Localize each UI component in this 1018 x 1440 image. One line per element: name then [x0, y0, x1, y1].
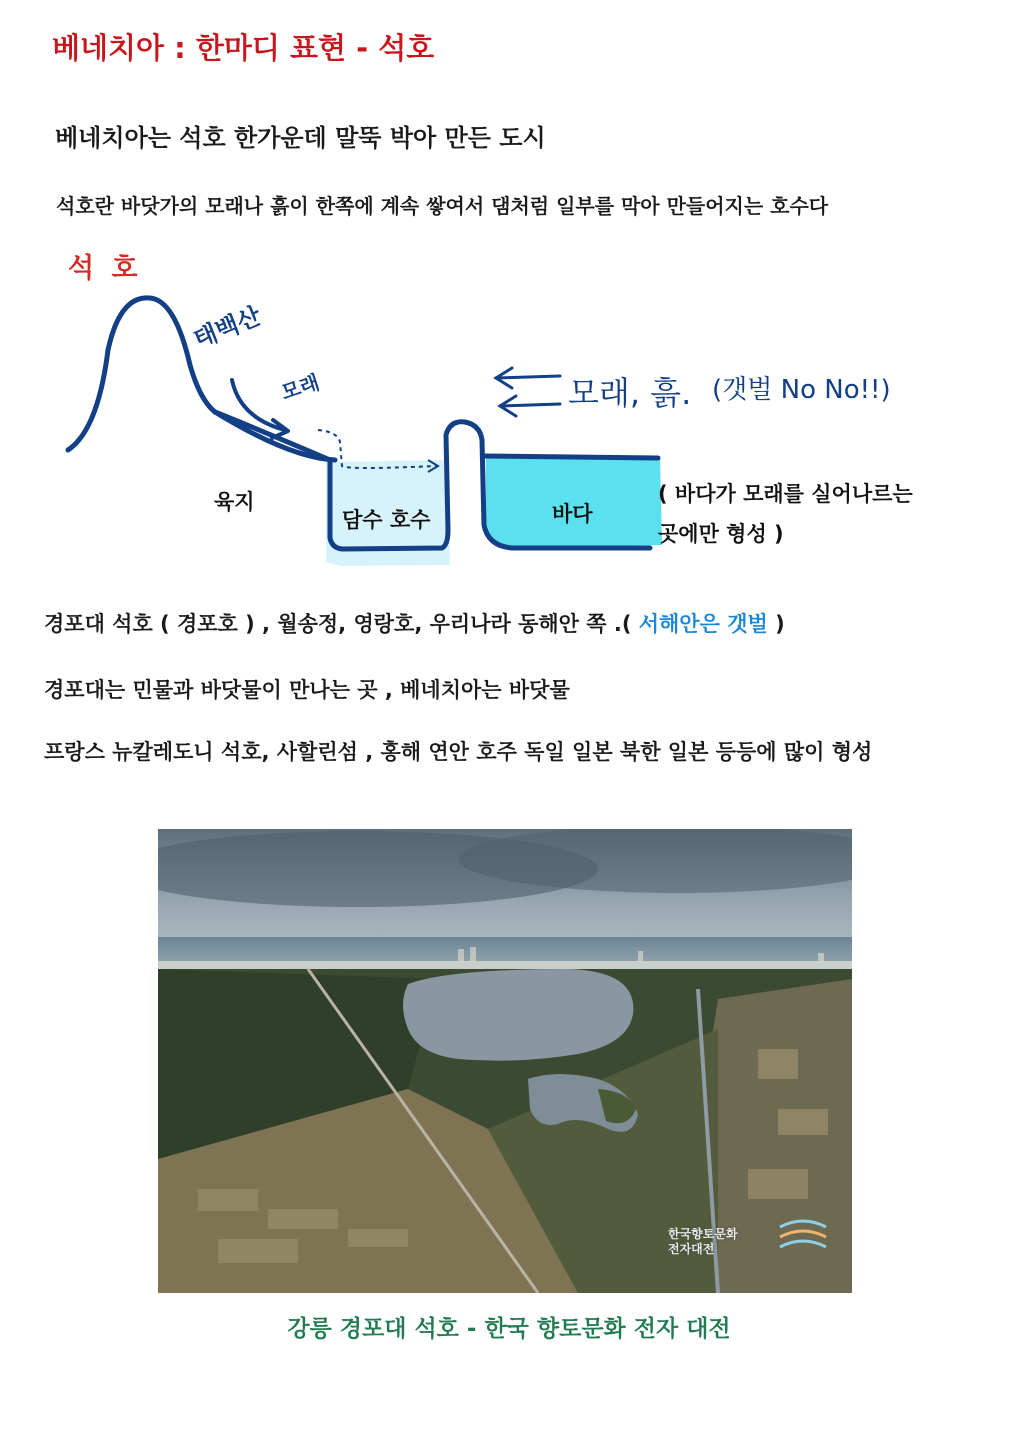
page-title: 베네치아 : 한마디 표현 - 석호	[52, 31, 435, 65]
photo-caption: 강릉 경포대 석호 - 한국 향토문화 전자 대전	[287, 1316, 731, 1342]
sand-label: 모래	[278, 369, 323, 405]
mountain-label: 태백산	[189, 301, 265, 354]
photo-watermark	[668, 1227, 738, 1257]
subtitle: 베네치아는 석호 한가운데 말뚝 박아 만든 도시	[55, 124, 546, 152]
watermark-line2: 전자대전	[668, 1242, 715, 1256]
land-label: 육지	[214, 490, 255, 514]
formation-note-line2: 곳에만 형성 )	[658, 522, 784, 546]
examples-world: 프랑스 뉴칼레도니 석호, 사할린섬 , 홍해 연안 호주 독일 일본 북한 일본 등등에 많이 형성	[44, 740, 873, 764]
incoming-label: 모래, 흙.	[568, 374, 692, 412]
tidal-flat-note: (갯벌 No No!!)	[712, 375, 891, 405]
lake-label: 담수 호수	[342, 508, 431, 532]
sea-label: 바다	[552, 502, 593, 526]
definition-text: 석호란 바닷가의 모래나 흙이 한쪽에 계속 쌓여서 댐처럼 일부를 막아 만들어지는 호수다	[56, 194, 829, 218]
lagoon-sketch	[0, 270, 1018, 590]
gyeongpo-aerial-photo	[158, 829, 852, 1293]
aerial-illustration	[158, 829, 852, 1293]
sea-surface-stroke	[484, 456, 658, 458]
lagoon-diagram	[0, 270, 1018, 590]
diagram-heading: 석 호	[68, 253, 142, 284]
formation-note-line1: ( 바다가 모래를 실어나르는	[658, 482, 913, 506]
incoming-arrow-1	[496, 376, 560, 378]
examples-korea-text: 경포대 석호 ( 경포호 ) , 월송정, 영랑호, 우리나라 동해안 쪽 .(	[44, 612, 639, 636]
examples-korea-end: )	[767, 612, 785, 636]
examples-korea	[44, 608, 785, 638]
water-type-text: 경포대는 민물과 바닷물이 만나는 곳 , 베네치아는 바닷물	[44, 678, 570, 702]
watermark-line1: 한국향토문화	[668, 1227, 738, 1241]
west-coast-highlight: 서해안은 갯벌	[638, 612, 768, 636]
incoming-arrow-2	[500, 404, 560, 406]
